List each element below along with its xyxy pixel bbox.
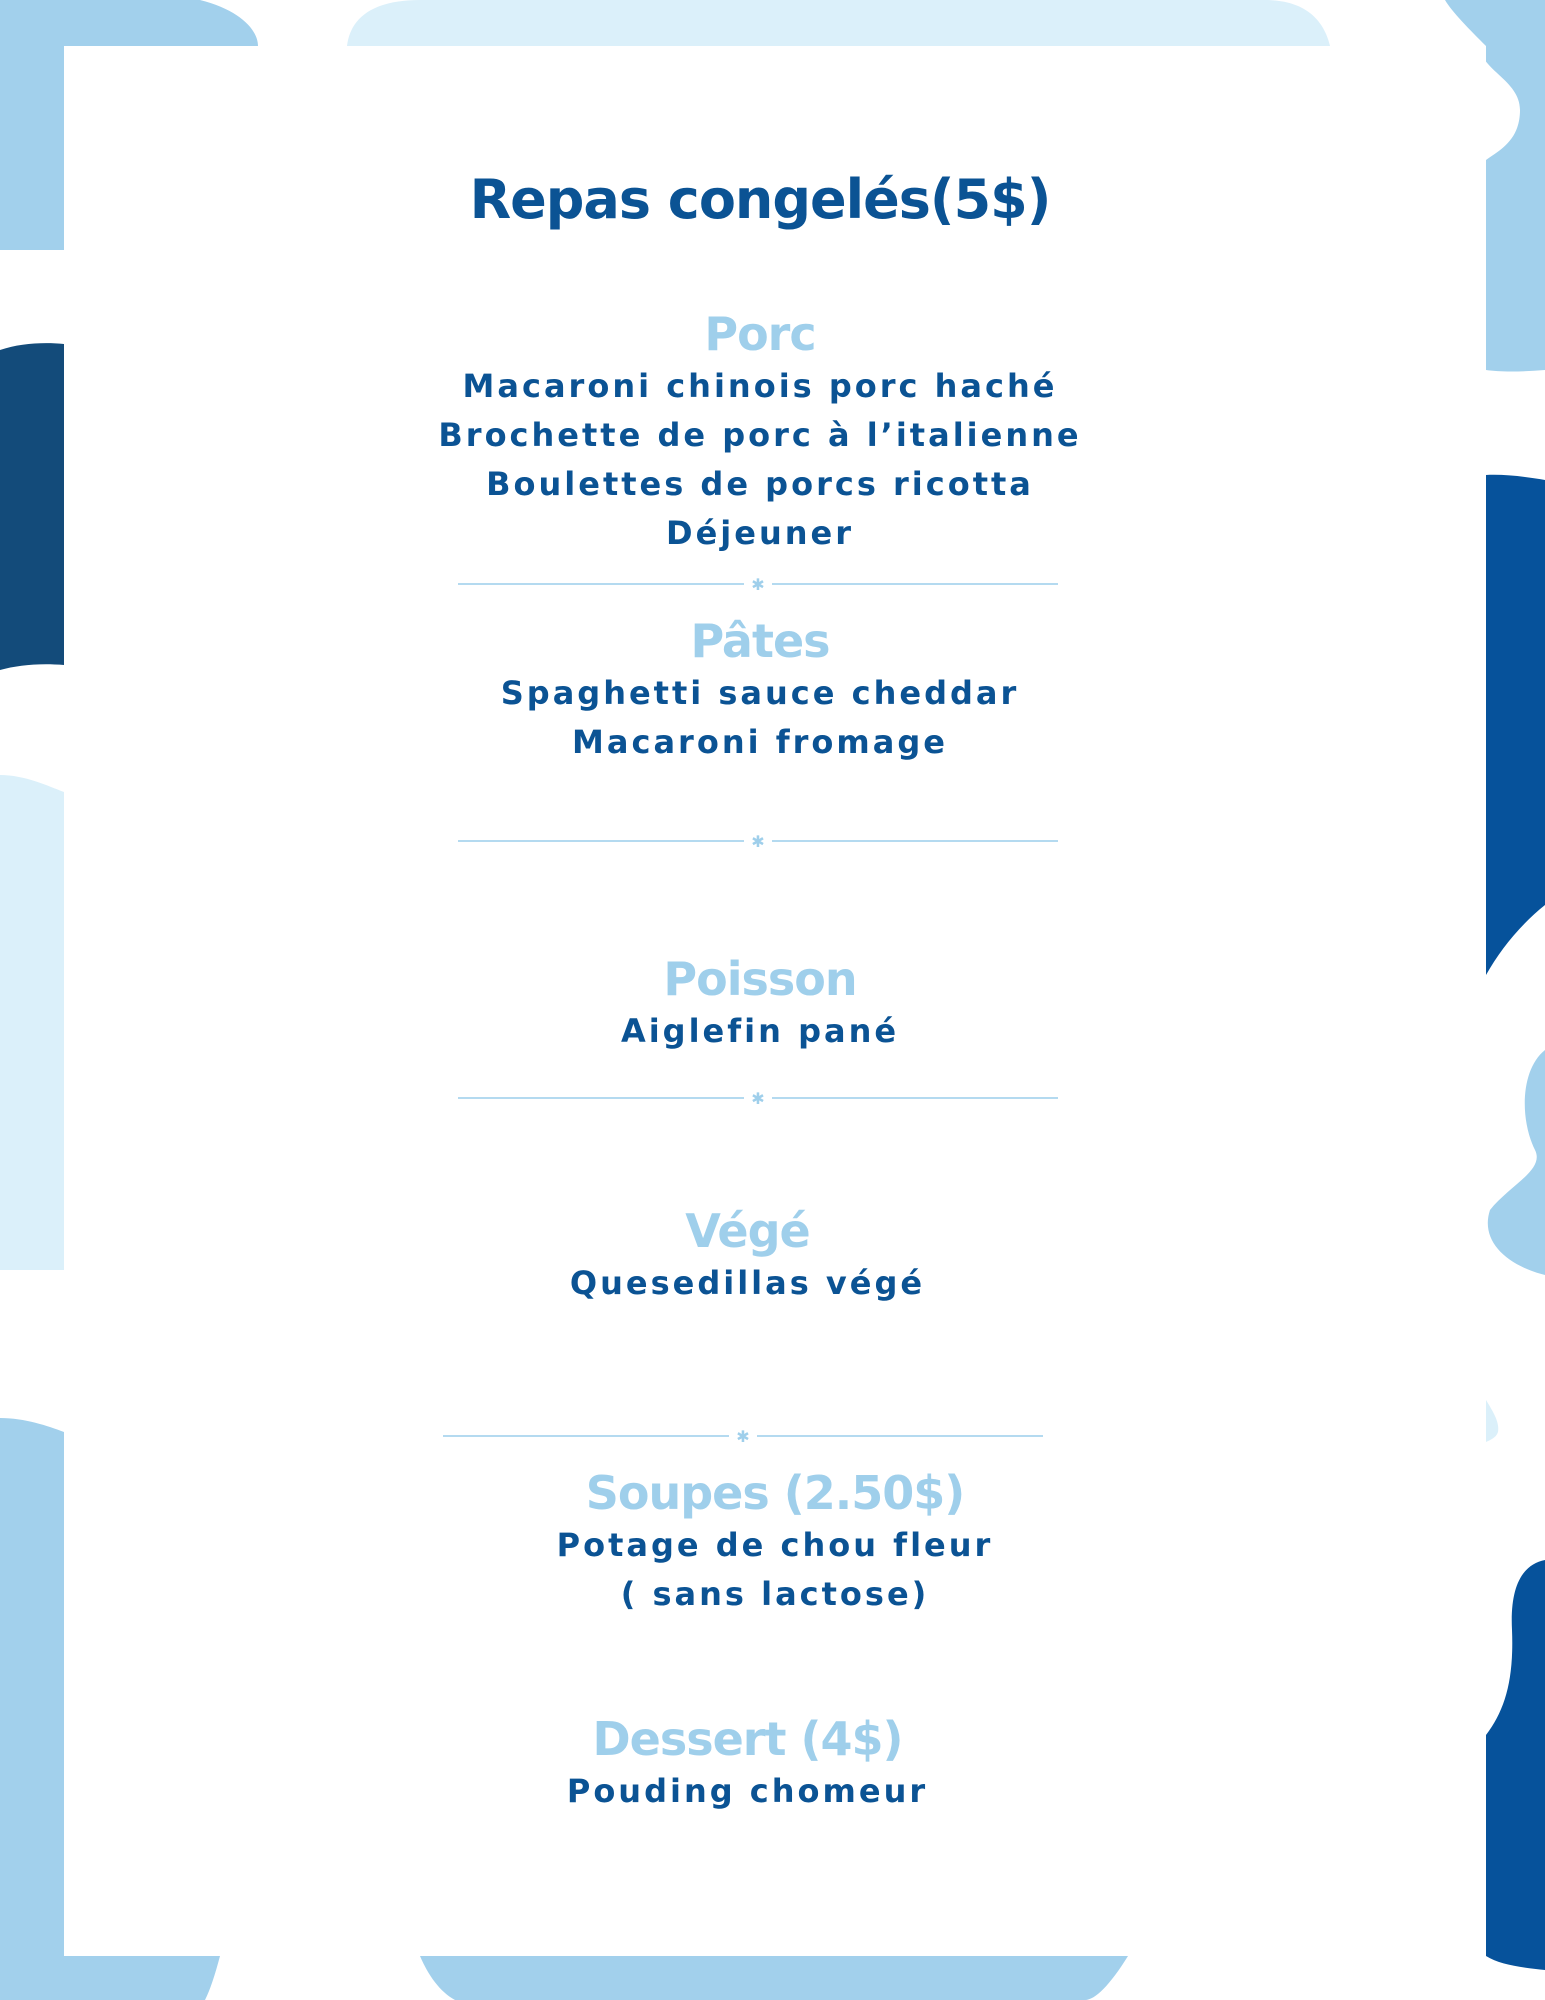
section-heading-soupes: Soupes (2.50$)	[585, 1466, 965, 1520]
star-divider-icon	[458, 1088, 1058, 1108]
shape-right-notch	[1486, 1400, 1498, 1442]
menu-item: Aiglefin pané	[620, 1012, 900, 1050]
section-poisson	[0, 951, 1520, 1056]
section-porc	[0, 306, 1520, 558]
svg-text:✱: ✱	[751, 832, 765, 851]
menu-title: Repas congelés(5$)	[469, 168, 1051, 231]
svg-text:✱: ✱	[751, 575, 765, 594]
section-heading-poisson: Poisson	[663, 952, 857, 1006]
menu-item: Boulettes de porcs ricotta	[486, 465, 1034, 503]
menu-item: Macaroni chinois porc haché	[462, 367, 1058, 405]
menu-item: Spaghetti sauce cheddar	[500, 674, 1020, 712]
section-vege	[0, 1203, 1495, 1308]
svg-text:✱: ✱	[736, 1427, 750, 1446]
menu-item: Quesedillas végé	[569, 1264, 926, 1302]
menu-item: Macaroni fromage	[572, 723, 948, 761]
section-pates	[0, 613, 1520, 767]
star-divider-icon	[443, 1426, 1043, 1446]
shape-top-pale	[347, 0, 1330, 46]
section-heading-pates: Pâtes	[690, 614, 830, 668]
menu-item: Potage de chou fleur	[556, 1526, 994, 1564]
star-divider-icon	[458, 574, 1058, 594]
shape-bottom-light	[420, 1956, 1128, 2000]
svg-text:✱: ✱	[751, 1089, 765, 1108]
section-soupes	[0, 1465, 1545, 1619]
shape-right-wave	[1488, 1050, 1545, 1275]
menu-item: Brochette de porc à l’italienne	[438, 416, 1082, 454]
menu-item: ( sans lactose)	[620, 1575, 930, 1613]
menu-item: Déjeuner	[666, 514, 854, 552]
section-heading-dessert: Dessert (4$)	[592, 1712, 903, 1766]
section-heading-porc: Porc	[704, 307, 816, 361]
section-dessert	[0, 1711, 1495, 1816]
menu-item: Pouding chomeur	[566, 1772, 929, 1810]
star-divider-icon	[458, 831, 1058, 851]
section-heading-vege: Végé	[685, 1204, 810, 1258]
